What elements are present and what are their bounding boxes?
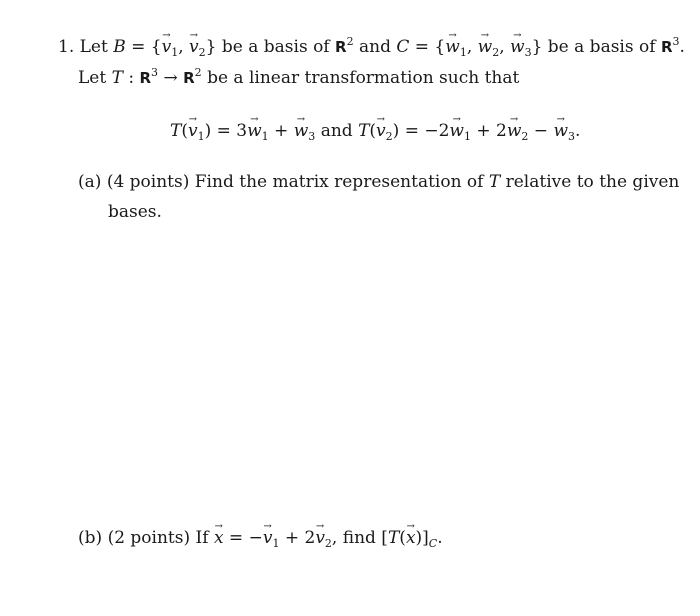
- part-a-points: (4 points): [106, 172, 190, 192]
- part-a-text: Find the matrix representation of: [194, 172, 484, 192]
- intro-let: Let: [79, 37, 108, 57]
- problem-number: 1.: [58, 37, 75, 57]
- problem-statement-line-1: 1. Let B = {→ $v_1$, → $v_2$} be a basis of $R^2$ and C = {→ $w_1$, → $w_2$, → $w_3$} be a basis of $R^3$.: [58, 36, 685, 58]
- part-a-label: (a): [78, 172, 102, 192]
- part-a-text-line2: bases.: [108, 202, 162, 222]
- transformation-desc: be a linear transformation such that: [207, 68, 520, 88]
- problem-statement-line-2: Let T : $R^3 \to R^2$ be a linear transformation such that: [78, 66, 520, 88]
- line2-let: Let: [78, 68, 107, 88]
- basis-C-desc: be a basis of: [547, 37, 656, 57]
- part-b-points: (2 points): [107, 528, 191, 548]
- part-b-label: (b): [78, 528, 103, 548]
- part-b-if: If: [195, 528, 209, 548]
- part-a-text-end: relative to the given: [505, 172, 680, 192]
- basis-B-desc: be a basis of: [221, 37, 330, 57]
- part-b-find: , find: [331, 528, 376, 548]
- part-a-line-1: (a) (4 points) Find the matrix representation of T relative to the given: [78, 172, 680, 192]
- transformation-equation: $T(\to v_1) = 3\to w_1$ + → $w_3$ and $T(\to v_2) = -2\to w_1 + 2\to w_2$ − → $w_3$.: [170, 120, 580, 142]
- part-b-line: (b) (2 points) If → x = −→ $v_1 + 2\to v_2$, find $[T(\to x)]_C$.: [78, 527, 443, 549]
- basis-C-symbol: C: [396, 37, 410, 57]
- equation-and: and: [320, 121, 353, 141]
- basis-B-symbol: B: [113, 37, 126, 57]
- part-a-line-2: [108, 201, 162, 223]
- and-word: and: [358, 37, 391, 57]
